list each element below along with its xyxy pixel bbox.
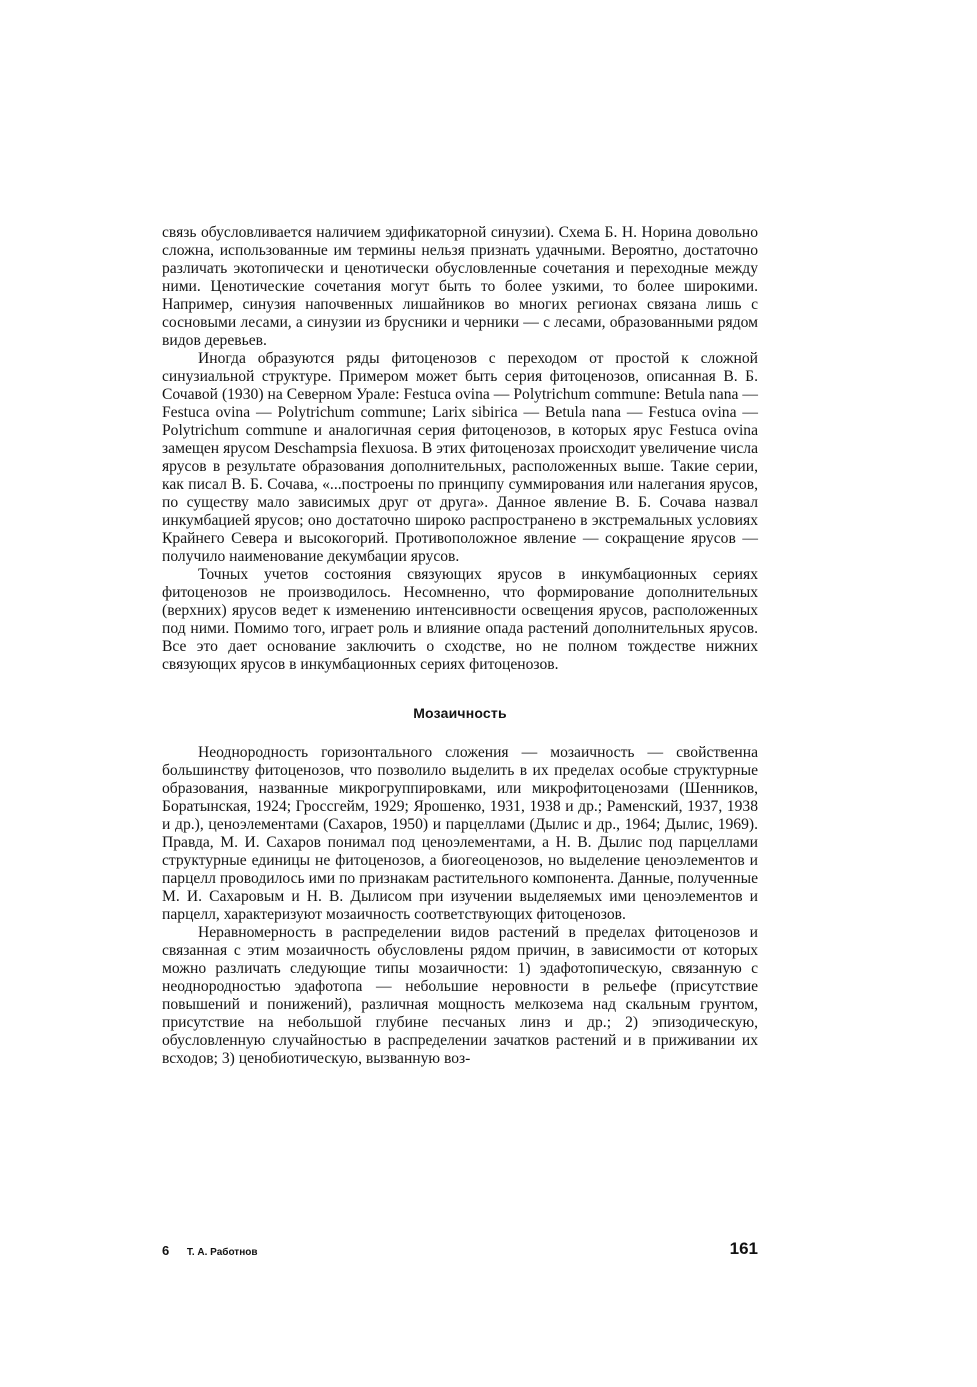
page-footer: [162, 1239, 758, 1265]
page-number: 161: [729, 1239, 758, 1258]
signature-number: 6: [162, 1243, 170, 1258]
author-name: Т. А. Работнов: [186, 1247, 258, 1258]
paragraph-connecting-layers: Точных учетов состояния связующих ярусов в инкумбационных сериях фитоценозов не производилось. Несомненно, что формирование дополнительных (верхних) ярусов ведет к изменению интенсивности освещения ярусов, расположенных под ними. Помимо того, играет роль и влияние опада растений дополнительных ярусов. Все это дает основание заключить о сходстве, но не полном тождестве нижних связующих ярусов в инкумбационных сериях фитоценозов.: [162, 566, 758, 673]
paragraph-continuation: связь обусловливается наличием эдификаторной синузии). Схема Б. Н. Норина довольно сложна, использованные им термины нельзя признать удачными. Вероятно, достаточно различать экотопически и ценотически обусловленные сочетания и переходные между ними. Ценотические сочетания могут быть то более узкими, то более широкими. Например, синузия напочвенных лишайников во многих регионах связана лишь с сосновыми лесами, а синузии из брусники и черники — с лесами, образованными рядом видов деревьев.: [162, 224, 758, 349]
paragraph-unevenness: Неравномерность в распределении видов растений в пределах фитоценозов и связанная с этим мозаичность обусловлены рядом причин, в зависимости от которых можно различать следующие типы мозаичности: 1) эдафотопическую, связанную с неоднородностью эдафотопа — небольшие неровности в рельефе (присутствие повышений и понижений), различная мощность мелкозема над скальным грунтом, присутствие на небольшой глубине песчаных линз и др.; 2) эпизодическую, обусловленную случайностью в распределении зачатков растений и в приживании их всходов; 3) ценобиотическую, вызванную воз-: [162, 924, 758, 1067]
paragraph-incumbation: Иногда образуются ряды фитоценозов с переходом от простой к сложной синузиальной структуре. Примером может быть серия фитоценозов, описанная В. Б. Сочавой (1930) на Северном Урале: Festuca ovina — Polytrichum commune: Betula nana — Festuca ovina — Polytrichum commune; Larix sibirica — Betula nana — Festuca ovina — Polytrichum commune и аналогичная серия фитоценозов, в которых ярус Festuca ovina замещен ярусом Deschampsia flexuosa. В этих фитоценозах происходит увеличение числа ярусов в результате образования дополнительных, расположенных выше. Такие серии, как писал В. Б. Сочава, «...построены по принципу суммирования или налегания ярусов, по существу мало зависимых друг от друга». Данное явление В. Б. Сочава назвал инкумбацией ярусов; оно достаточно широко распространено в экстремальных условиях Крайнего Севера и высокогорий. Противоположное явление — сокращение ярусов — получило наименование декумбации ярусов.: [162, 350, 758, 565]
paragraph-heterogeneity: Неоднородность горизонтального сложения — мозаичность — свойственна большинству фитоценозов, что позволило выделить в их пределах особые структурные образования, названные микрогруппировками, или микрофитоценозами (Шенников, Боратынская, 1924; Гроссгейм, 1929; Ярошенко, 1931, 1938 и др.; Раменский, 1937, 1938 и др.), ценоэлементами (Сахаров, 1950) и парцеллами (Дылис и др., 1964; Дылис, 1969). Правда, М. И. Сахаров понимал под ценоэлементами, а Н. В. Дылис под парцеллами структурные единицы не фитоценозов, а биогеоценозов, но выделение ценоэлементов и парцелл проводилось ими по признакам растительного компонента. Данные, полученные М. И. Сахаровым и Н. В. Дылисом при изучении выделяемых ими ценоэлементов и парцелл, характеризуют мозаичность соответствующих фитоценозов.: [162, 744, 758, 923]
main-text: [162, 224, 758, 1068]
section-heading: Мозаичность: [413, 705, 507, 721]
footer-signature: [162, 1243, 258, 1258]
